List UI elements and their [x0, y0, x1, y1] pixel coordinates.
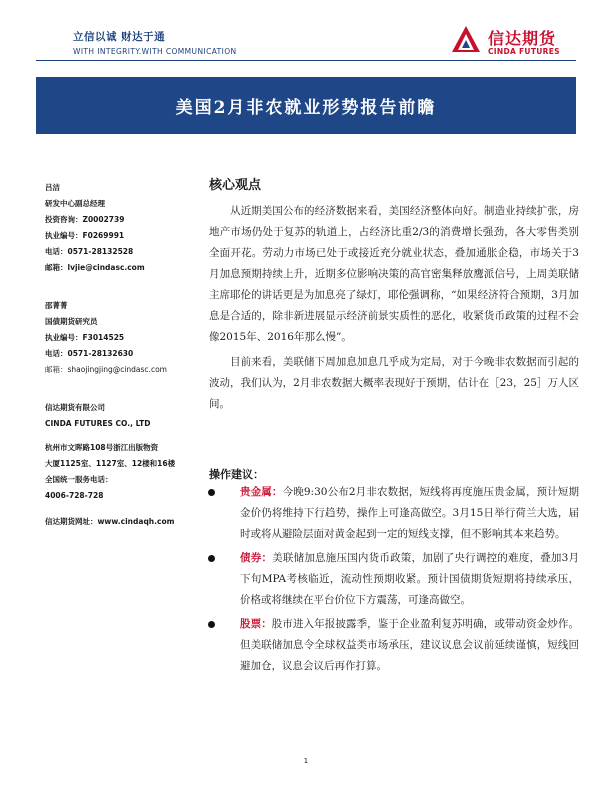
- core-view-section: [209, 174, 579, 419]
- analyst-license: 执业编号：F0269991: [45, 231, 125, 240]
- item-text: 股市进入年报披露季，鉴于企业盈利复苏明确，或带动资金炒作。 但美联储加息令全球权益类市场承压，建议议息会议前延续谨慎，短线回避加仓，议息会议后再作打算。: [240, 618, 580, 672]
- logo-english-name: CINDA FUTURES: [488, 47, 560, 56]
- item-label: 贵金属：: [240, 486, 283, 498]
- analyst-name: 吕洁: [45, 183, 60, 192]
- company-website: 信达期货网址：www.cindaqh.com: [45, 517, 175, 526]
- header-subtitle: WITH INTEGRITY.WITH COMMUNICATION: [73, 47, 237, 56]
- company-info: [45, 400, 210, 530]
- logo-chinese-name: 信达期货: [488, 29, 557, 48]
- page-number: 1: [303, 757, 309, 765]
- bullet-dot-icon: [208, 555, 215, 562]
- analyst-2: [45, 298, 210, 378]
- hotline-label: 全国统一服务电话：: [45, 475, 113, 484]
- analyst-role: 国债期货研究员: [45, 317, 98, 326]
- item-label: 股票：: [240, 618, 272, 630]
- company-address-line-2: 大厦1125室、1127室、12楼和16楼: [45, 459, 176, 468]
- analyst-consult-id: 投资咨询：Z0002739: [45, 215, 125, 224]
- report-title: 美国2月非农就业形势报告前瞻: [175, 98, 437, 118]
- item-text: 美联储加息施压国内货币政策，加剧了央行调控的难度，叠加3月下旬MPA考核临近，流动性预期收紧。预计国债期货短期将持续承压，价格或将继续在平台价位下方震荡，可逢高做空。: [240, 552, 580, 606]
- company-logo: [448, 22, 588, 60]
- header-rule: [36, 60, 576, 61]
- analyst-1: [45, 180, 210, 276]
- item-label: 债券：: [240, 552, 273, 564]
- operations-list: [206, 482, 579, 680]
- analyst-name: 邵菁菁: [45, 301, 68, 310]
- analyst-email: 邮箱：shaojingjing@cindasc.com: [45, 365, 167, 374]
- list-item: [206, 614, 579, 677]
- core-view-paragraph-2: 目前来看，美联储下周加息加息几乎成为定局，对于今晚非农数据而引起的波动，我们认为，2月非农数据大概率表现好于预期，估计在［23，25］万人区间。: [209, 356, 579, 410]
- bullet-dot-icon: [208, 489, 215, 496]
- item-text: 今晚9:30公布2月非农数据，短线将再度施压贵金属，预计短期金价仍将维持下行趋势，操作上可逢高做空。3月15日举行荷兰大选，届时或将从避险层面对黄金起到一定的短线支撑，但不影响其本来趋势。: [240, 486, 580, 540]
- header-slogan: 立信以诚 财达于通: [73, 31, 166, 43]
- sidebar: [45, 180, 210, 530]
- company-name-cn: 信达期货有限公司: [45, 403, 105, 412]
- hotline-number: 4006-728-728: [45, 491, 104, 500]
- analyst-phone: 电话：0571-28132528: [45, 247, 134, 256]
- core-view-paragraph-1: 从近期美国公布的经济数据来看，美国经济整体向好。制造业持续扩张，房地产市场仍处于复苏的轨道上，占经济比重2/3的消费增长强劲，各大零售类别全面开花。劳动力市场已处于或接近充分就业状态，叠加通胀企稳，市场关于3月加息预期持续上升，近期多位影响决策的高官密集释放鹰派信号，上周美联储主席耶伦的讲话更是为加息亮了绿灯，耶伦强调称，“如果经济符合预期，3月加息是合适的，除非新进展显示经济前景实质性的恶化，收紧货币政策的过程不会像2015年、2016年那么慢”。: [209, 205, 579, 343]
- list-item: [206, 548, 579, 611]
- section-heading: 核心观点: [209, 178, 262, 193]
- analyst-email: 邮箱：lvjie@cindasc.com: [45, 263, 145, 272]
- cinda-logo-icon: [448, 22, 484, 58]
- company-address-line-1: 杭州市文晖路108号浙江出版物资: [45, 443, 159, 452]
- analyst-phone: 电话：0571-28132630: [45, 349, 134, 358]
- title-banner: [36, 77, 576, 134]
- operations-heading: 操作建议：: [209, 468, 264, 481]
- list-item: [206, 482, 579, 545]
- bullet-dot-icon: [208, 621, 215, 628]
- company-name-en: CINDA FUTURES CO., LTD: [45, 419, 151, 428]
- analyst-role: 研发中心副总经理: [45, 199, 105, 208]
- analyst-license: 执业编号：F3014525: [45, 333, 125, 342]
